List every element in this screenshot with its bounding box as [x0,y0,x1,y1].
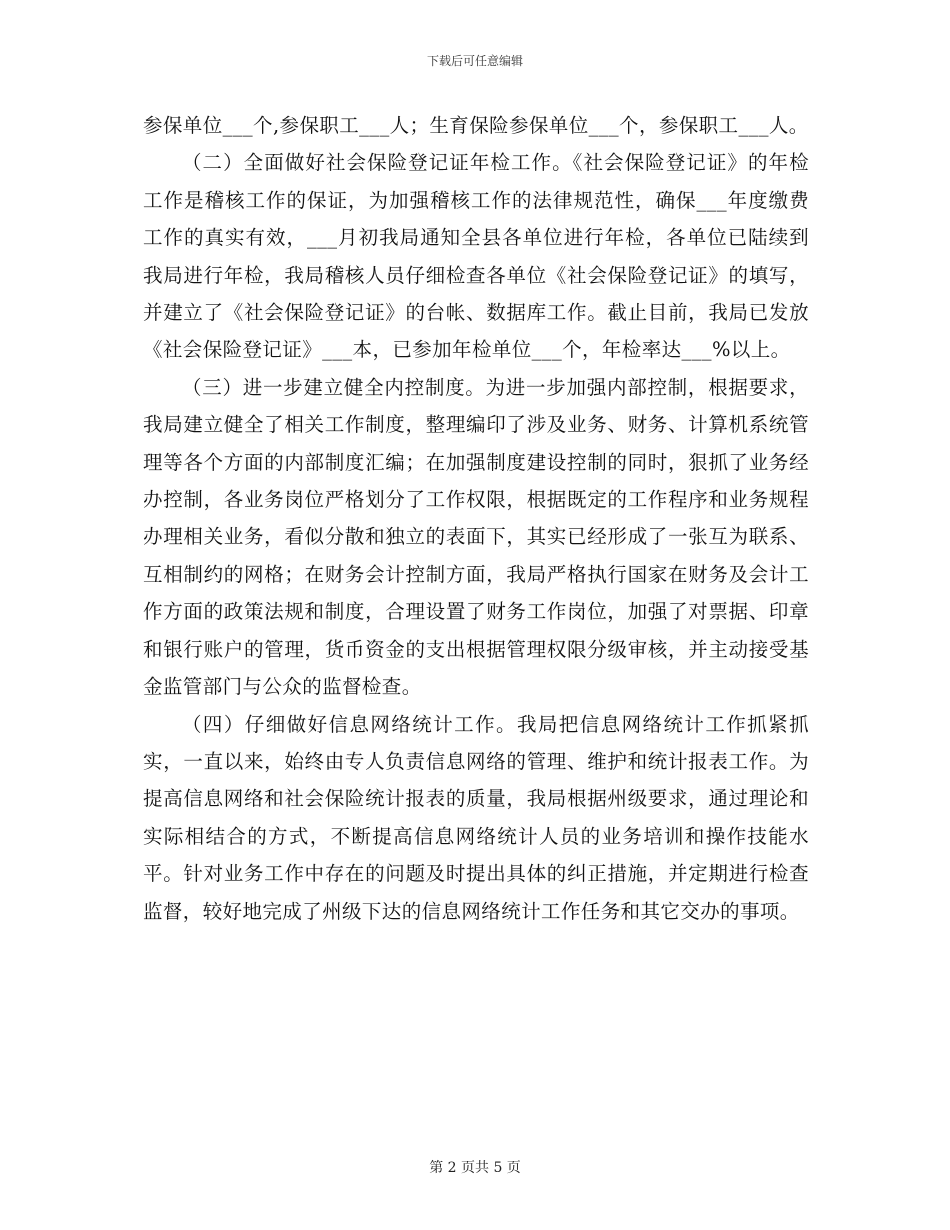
document-body [143,107,809,930]
paragraph-internal-control: （三）进一步建立健全内控制度。为进一步加强内部控制，根据要求，我局建立健全了相关工作制度，整理编印了涉及业务、财务、计算机系统管理等各个方面的内部制度汇编；在加强制度建设控制的同时，狠抓了业务经办控制，各业务岗位严格划分了工作权限，根据既定的工作程序和业务规程办理相关业务，看似分散和独立的表面下，其实已经形成了一张互为联系、互相制约的网格；在财务会计控制方面，我局严格执行国家在财务及会计工作方面的政策法规和制度，合理设置了财务工作岗位，加强了对票据、印章和银行账户的管理，货币资金的支出根据管理权限分级审核，并主动接受基金监管部门与公众的监督检查。 [143,375,809,699]
paragraph-registration-inspection: （二）全面做好社会保险登记证年检工作。《社会保险登记证》的年检工作是稽核工作的保证，为加强稽核工作的法律规范性，确保___年度缴费工作的真实有效，___月初我局通知全县各单位进行年检，各单位已陆续到我局进行年检，我局稽核人员仔细检查各单位《社会保险登记证》的填写，并建立了《社会保险登记证》的台帐、数据库工作。截止目前，我局已发放《社会保险登记证》___本，已参加年检单位___个，年检率达___%以上。 [143,151,809,362]
page-number: 第 2 页共 5 页 [429,1160,521,1176]
paragraph-insurance-counts: 参保单位___个,参保职工___人；生育保险参保单位___个，参保职工___人。 [143,114,809,137]
paragraph-network-statistics: （四）仔细做好信息网络统计工作。我局把信息网络统计工作抓紧抓实，一直以来，始终由专人负责信息网络的管理、维护和统计报表工作。为提高信息网络和社会保险统计报表的质量，我局根据州级要求，通过理论和实际相结合的方式，不断提高信息网络统计人员的业务培训和操作技能水平。针对业务工作中存在的问题及时提出具体的纠正措施，并定期进行检查监督，较好地完成了州级下达的信息网络统计工作任务和其它交办的事项。 [143,712,809,923]
page-header: 下载后可任意编辑 [426,54,523,68]
